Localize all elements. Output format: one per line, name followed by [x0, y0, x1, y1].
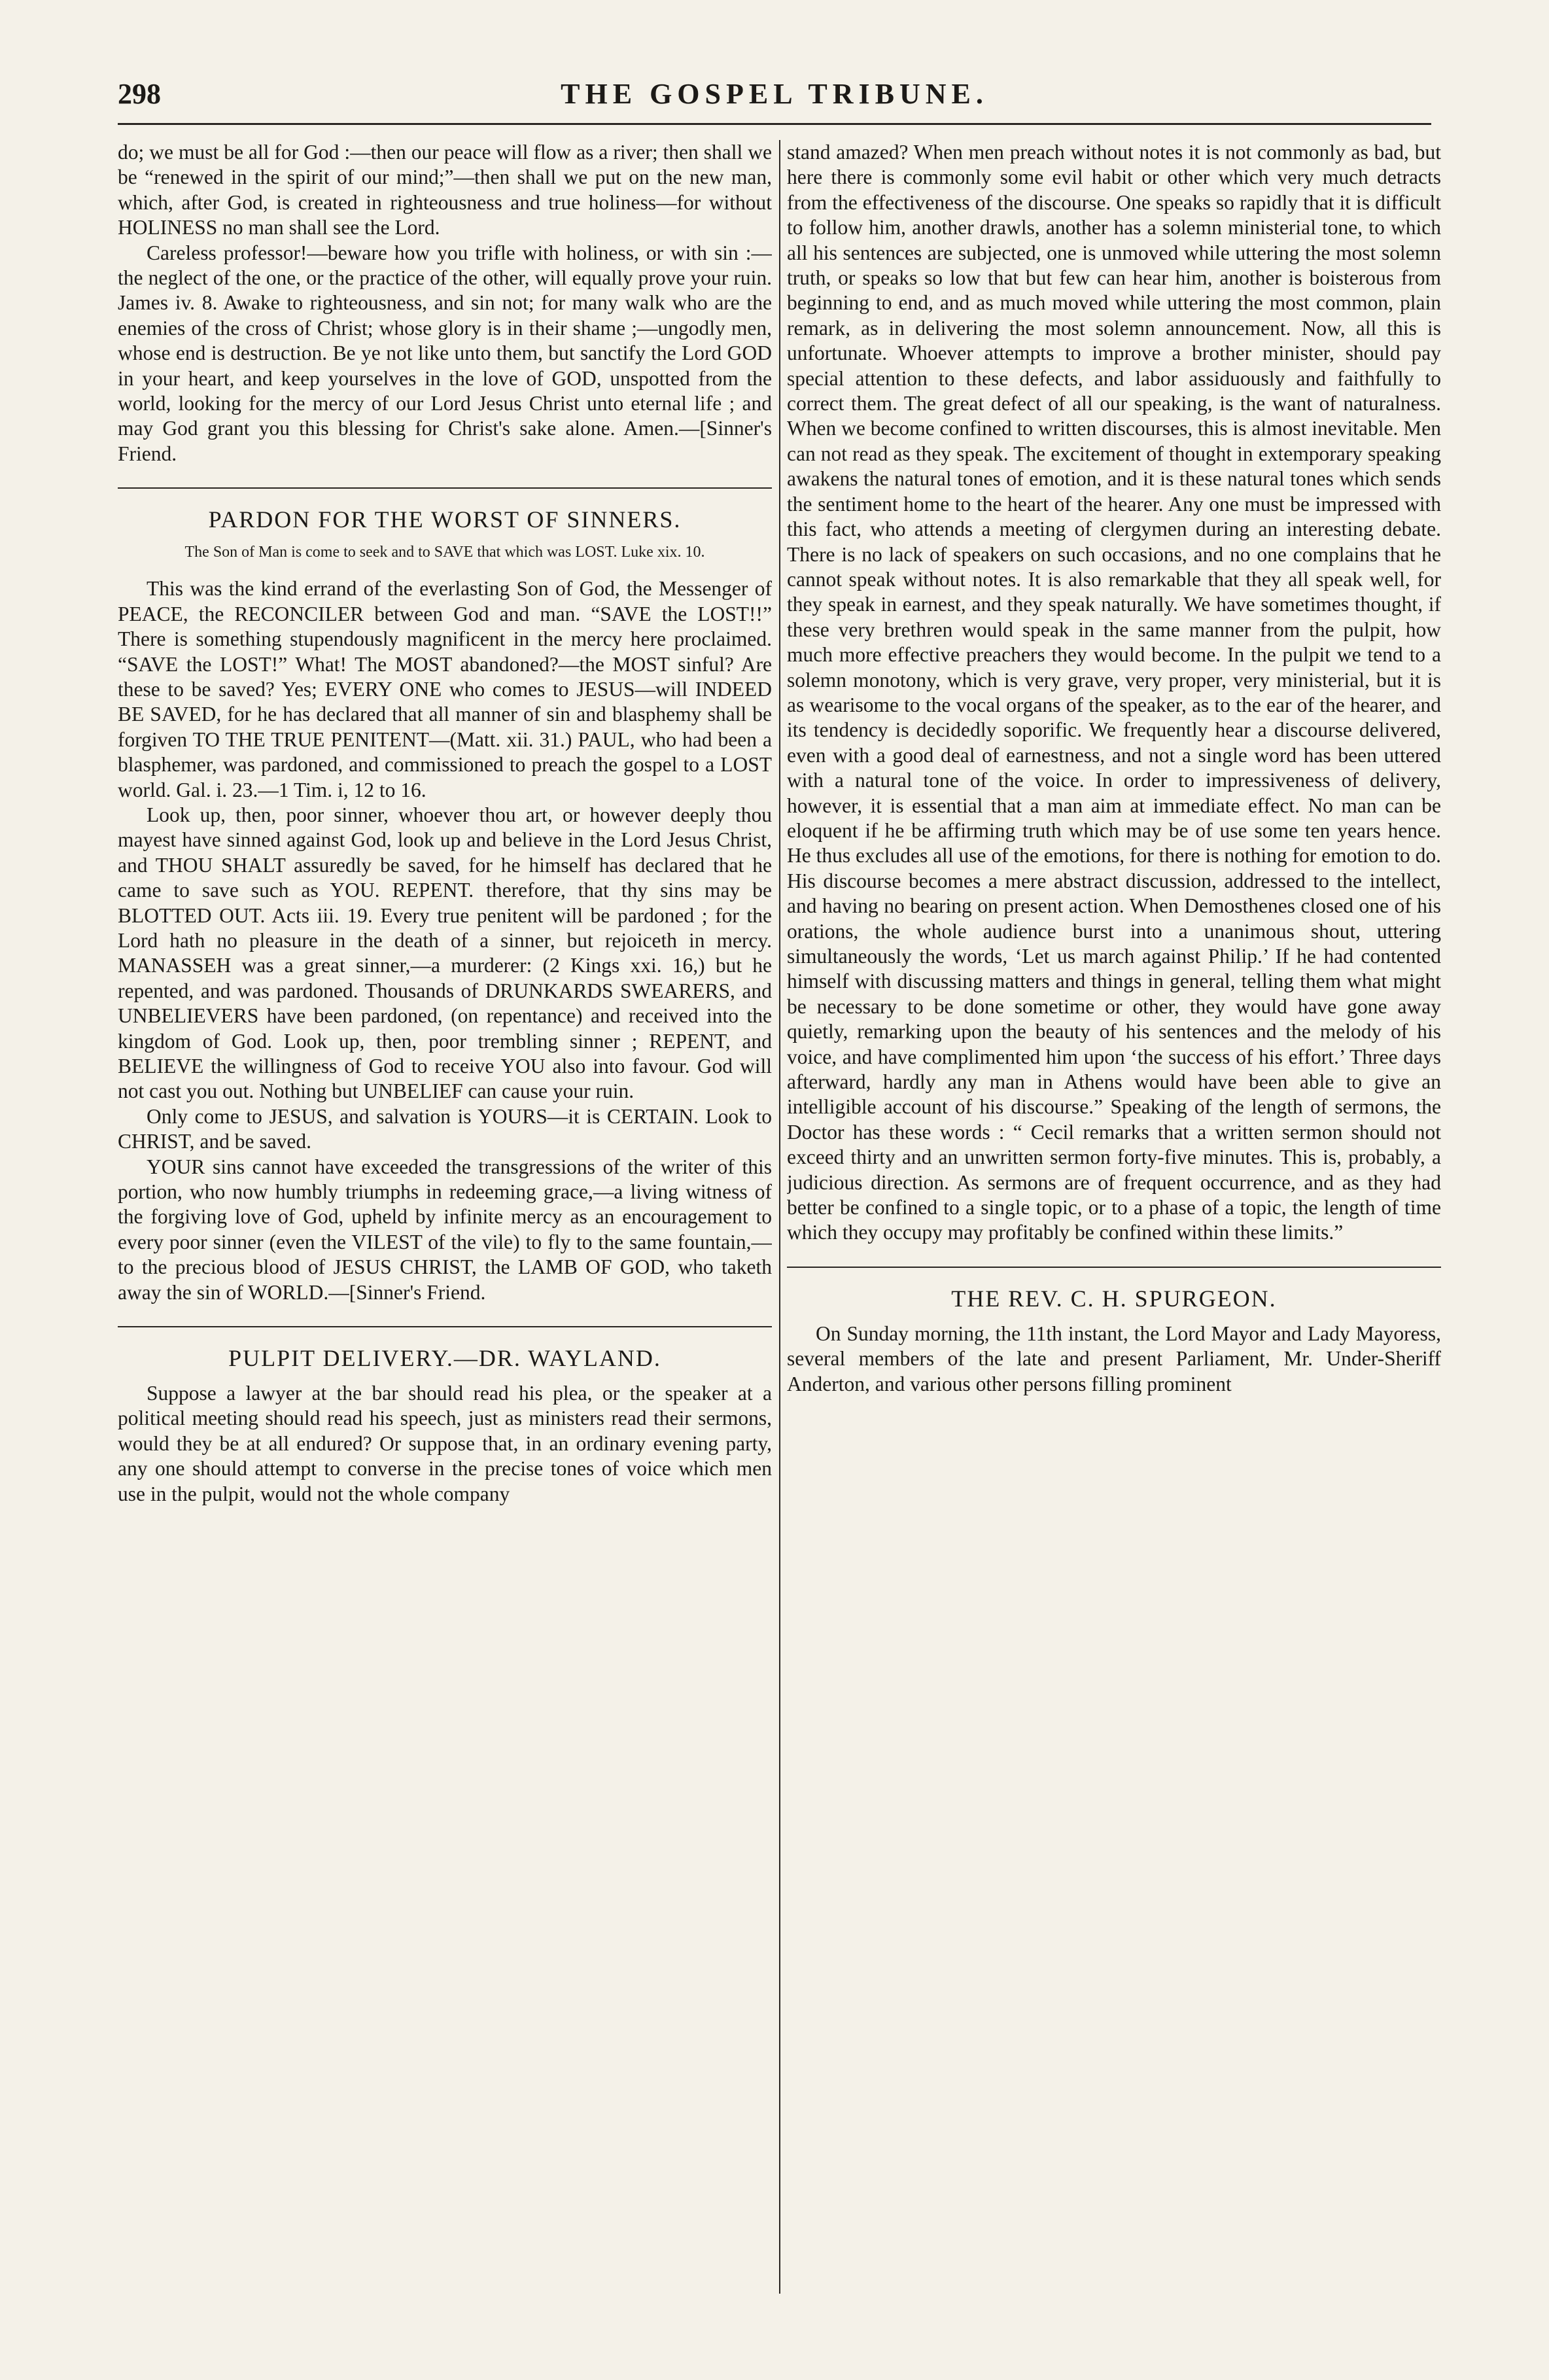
section-divider — [118, 487, 772, 489]
spurgeon-article-title: THE REV. C. H. SPURGEON. — [951, 1285, 1277, 1312]
careless-professor-paragraph: Careless professor!—beware how you trifle with holiness, or with sin :—the neglect of the one, or the practice of the other, will equally prove your ruin. James iv. 8. Awake to righteousness, and sin not; for many walk who are the enemies of the cross of Christ; whose glory is in their shame ;—ungodly men, whose end is destruction. Be ye not like unto them, but sanctify the Lord GOD in your heart, and keep yourselves in the love of GOD, unspotted from the world, looking for the mercy of our Lord Jesus Christ unto eternal life ; and may God grant you this blessing for Christ's sake alone. Amen.—[Sinner's Friend. — [118, 241, 772, 465]
pulpit-paragraph: Suppose a lawyer at the bar should read his plea, or the speaker at a political meeting should read his speech, just as ministers read their sermons, would they be at all endured? Or suppose that, in an ordinary evening party, any one should attempt to converse in the precise tones of voice which men use in the pulpit, would not the whole company — [118, 1382, 772, 1505]
section-divider — [118, 1326, 772, 1327]
column-divider — [779, 140, 780, 2294]
running-title: THE GOSPEL TRIBUNE. — [561, 78, 988, 110]
pardon-paragraph: This was the kind errand of the everlasting Son of God, the Messenger of PEACE, the RECONCILER between God and man. “SAVE the LOST!!” There is something stupendously magnificent in the mercy here proclaimed. “SAVE the LOST!” What! The MOST abandoned?—the MOST sinful? Are these to be saved? Yes; EVERY ONE who comes to JESUS—will INDEED BE SAVED, for he has declared that all manner of sin and blasphemy shall be forgiven TO THE TRUE PENITENT—(Matt. xii. 31.) PAUL, who had been a blasphemer, was pardoned, and commissioned to preach the gospel to a LOST world. Gal. i. 23.—1 Tim. i, 12 to 16. — [118, 577, 772, 801]
left-column — [118, 140, 772, 2294]
pulpit-article-title: PULPIT DELIVERY.—DR. WAYLAND. — [228, 1345, 661, 1372]
continued-paragraph: do; we must be all for God :—then our peace will flow as a river; then shall we be “renewed in the spirit of our mind;”—then shall we put on the new man, which, after God, is created in righteousness and true holiness—for without HOLINESS no man shall see the Lord. — [118, 141, 772, 239]
pardon-article-title: PARDON FOR THE WORST OF SINNERS. — [208, 506, 682, 533]
pardon-paragraph: YOUR sins cannot have exceeded the transgressions of the writer of this portion, who now humbly triumphs in redeeming grace,—a living witness of the forgiving love of God, upheld by infinite mercy as an encouragement to every poor sinner (even the VILEST of the vile) to fly to the same fountain,—to the precious blood of JESUS CHRIST, the LAMB OF GOD, who taketh away the sin of WORLD.—[Sinner's Friend. — [118, 1155, 772, 1304]
header-rule — [118, 123, 1431, 125]
page-number: 298 — [118, 78, 161, 110]
pardon-paragraph: Look up, then, poor sinner, whoever thou art, or however deeply thou mayest have sinned against God, look up and believe in the Lord Jesus Christ, and THOU SHALT assuredly be saved, for he himself has declared that he came to save such as YOU. REPENT. therefore, that thy sins may be BLOTTED OUT. Acts iii. 19. Every true penitent will be pardoned ; for the Lord hath no pleasure in the death of a sinner, but rejoiceth in mercy. MANASSEH was a great sinner,—a murderer: (2 Kings xxi. 16,) but he repented, and was pardoned. Thousands of DRUNKARDS SWEARERS, and UNBELIEVERS have been pardoned, (on repentance) and received into the kingdom of God. Look up, then, poor trembling sinner ; REPENT, and BELIEVE the willingness of God to receive YOU also into favour. God will not cast you out. Nothing but UNBELIEF can cause your ruin. — [118, 803, 772, 1103]
section-divider — [787, 1267, 1441, 1268]
pulpit-continued-paragraph: stand amazed? When men preach without notes it is not commonly as bad, but here there is commonly some evil habit or other which very much detracts from the effectiveness of the discourse. One speaks so rapidly that it is difficult to follow him, another drawls, another has a solemn ministerial tone, to which all his sentences are subjected, one is unmoved while uttering the most solemn truth, or speaks so low that but few can hear him, another is boisterous from beginning to end, and as much moved while uttering the most common, plain remark, as in delivering the most solemn announcement. Now, all this is unfortunate. Whoever attempts to improve a brother minister, should pay special attention to these defects, and labor assiduously and faithfully to correct them. The great defect of all our speaking, is the want of naturalness. When we become confined to written discourses, this is almost inevitable. Men can not read as they speak. The excitement of thought in extemporary speaking awakens the natural tones of emotion, and it is these natural tones which sends the sentiment home to the heart of the hearer. Any one must be impressed with this fact, who attends a meeting of clergymen during an interesting debate. There is no lack of speakers on such occasions, and no one complains that he cannot speak without notes. It is also remarkable that they all speak well, for they speak in earnest, and they speak naturally. We have sometimes thought, if these very brethren would speak in the same manner from the pulpit, how much more effective preachers they would become. In the pulpit we tend to a solemn monotony, which is very grave, very proper, very ministerial, but it is as wearisome to the vocal organs of the speaker, as to the ear of the hearer, and its tendency is decidedly soporific. We frequently hear a discourse delivered, even with a good deal of earnestness, and not a single word has been uttered with a natural tone of the voice. In order to impressiveness of delivery, however, it is essential that a man aim at immediate effect. No man can be eloquent if he be affirming truth which may be of use some ten years hence. He thus excludes all use of the emotions, for there is nothing for emotion to do. His discourse becomes a mere abstract discussion, addressed to the intellect, and having no bearing on present action. When Demosthenes closed one of his orations, the whole audience burst into a unanimous shout, uttering simultaneously the words, ‘Let us march against Philip.’ If he had contented himself with discussing matters and things in general, telling them what might be necessary to be done sometime or other, they would have gone away quietly, remarking upon the beauty of his sentences and the melody of his voice, and have complimented him upon ‘the success of his effort.’ Three days afterward, hardly any man in Athens would have been able to give an intelligible account of his discourse.” Speaking of the length of sermons, the Doctor has these words : “ Cecil remarks that a written sermon should not exceed thirty and an unwritten sermon forty-five minutes. This is, probably, a judicious direction. As sermons are of frequent occurrence, and as they had better be confined to a single topic, or to a phase of a topic, the length of time which they occupy may profitably be confined within these limits.” — [787, 141, 1441, 1244]
page-header — [118, 77, 1431, 123]
pardon-paragraph: Only come to JESUS, and salvation is YOURS—it is CERTAIN. Look to CHRIST, and be saved. — [118, 1104, 772, 1153]
right-column — [787, 140, 1441, 2294]
pardon-epigraph: The Son of Man is come to seek and to SAVE that which was LOST. Luke xix. 10. — [184, 544, 705, 561]
spurgeon-paragraph: On Sunday morning, the 11th instant, the Lord Mayor and Lady Mayoress, several members of the late and present Parliament, Mr. Under-Sheriff Anderton, and various other persons filling prominent — [787, 1321, 1441, 1395]
